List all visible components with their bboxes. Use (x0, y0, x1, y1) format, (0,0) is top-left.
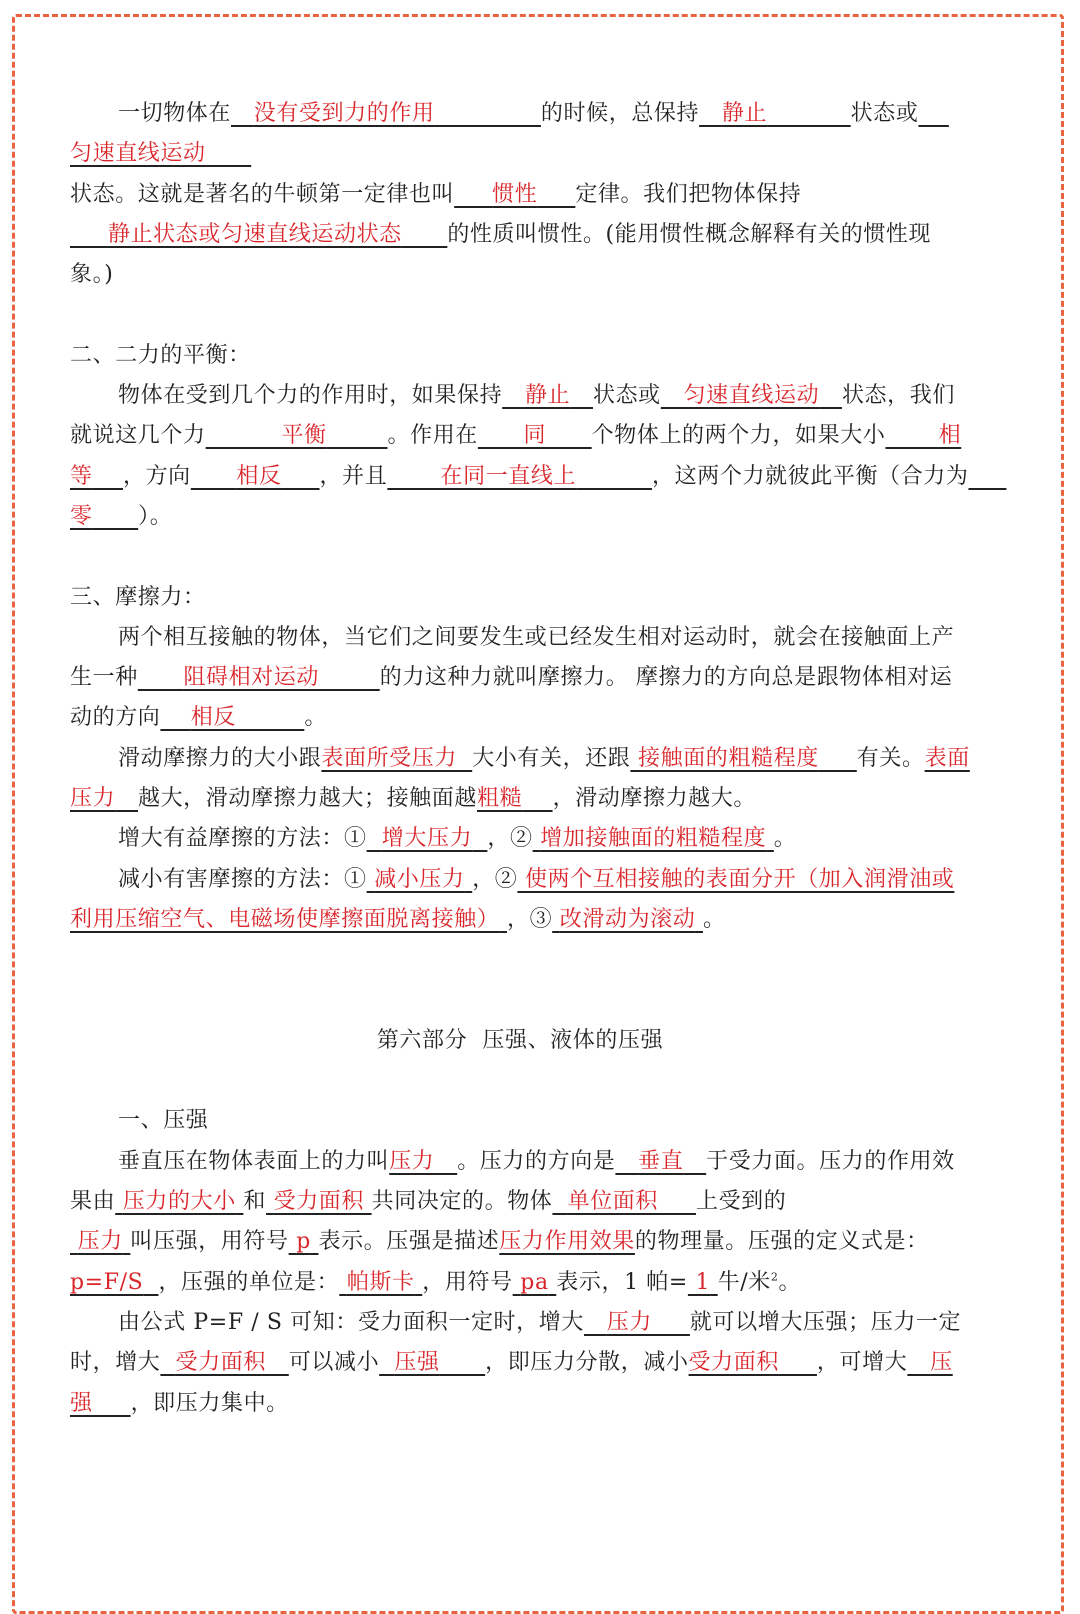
text: 状态或 (592, 383, 661, 409)
answer: 垂直 (638, 1148, 684, 1174)
text: ，用符号 (422, 1269, 513, 1295)
text: 和 (243, 1189, 267, 1215)
answer: p (296, 1229, 311, 1255)
answer: pa (520, 1269, 549, 1295)
friction-paragraph-1 (70, 618, 970, 739)
blank (70, 222, 447, 247)
answer: 平衡 (281, 423, 327, 449)
answer: 静止状态或匀速直线运动状态 (107, 221, 402, 247)
answer: 增大压力 (381, 826, 473, 852)
text: ）。 (138, 503, 173, 529)
text: 。 (304, 705, 327, 731)
answer: 静止 (524, 383, 571, 409)
text: 状态。这就是著名的牛顿第一定律也叫 (70, 181, 455, 207)
text: 垂直压在物体表面上的力叫 (118, 1148, 390, 1174)
blank (389, 1149, 457, 1174)
answer: 在同一直线上 (440, 463, 577, 489)
text: ，并且 (319, 463, 388, 489)
answer: 表面所受压力 (321, 745, 458, 771)
answer: 压力 (389, 1148, 435, 1174)
text: 。 (703, 906, 726, 932)
text: 的时候，总保持 (540, 101, 700, 126)
answer: 压强 (394, 1350, 440, 1376)
answer: 阻碍相对运动 (183, 665, 319, 691)
blank (70, 1229, 130, 1254)
blank (584, 1310, 690, 1335)
section-heading-pressure: 一、压强 (118, 1108, 209, 1134)
answer: p=F/S (70, 1269, 144, 1295)
friction-paragraph-4 (70, 860, 970, 941)
blank (533, 826, 774, 851)
section-heading-friction: 三、摩擦力： (70, 584, 206, 610)
blank (478, 423, 592, 448)
text: ，即压力集中。 (130, 1390, 289, 1416)
answer: 压力 (606, 1309, 652, 1335)
answer: 没有受到力的作用 (253, 101, 435, 126)
blank (379, 1350, 485, 1375)
text: 定律。我们把物体保持 (575, 181, 802, 207)
blank (266, 1189, 372, 1214)
blank (321, 746, 472, 771)
text: 由公式 P=F / S 可知：受力面积一定时，增大 (118, 1309, 584, 1335)
part-six-title: 第六部分 压强、液体的压强 (376, 1027, 664, 1053)
text: 物体在受到几个力的作用时，如果保持 (118, 383, 503, 409)
text: 的力这种力就叫摩擦力。 摩擦力的方向总是跟物体相对运动的方向 (70, 665, 953, 731)
blank (477, 786, 553, 811)
inertia-paragraph (70, 94, 970, 295)
answer: 受力面积 (688, 1350, 779, 1376)
friction-paragraph-2 (70, 739, 970, 820)
blank (552, 1189, 696, 1214)
text: ，③ (507, 906, 553, 932)
text: ，压强的单位是： (158, 1269, 340, 1295)
text: 共同决定的。物体 (371, 1189, 553, 1215)
text: 增大有益摩擦的方法：① (118, 826, 367, 852)
text: 。 (778, 1269, 802, 1295)
blank (630, 746, 856, 771)
blank (552, 907, 703, 932)
answer: 粗糙 (477, 786, 523, 812)
answer: 受力面积 (175, 1350, 266, 1376)
text: ，可增大 (816, 1350, 908, 1376)
text: 。作用在 (387, 423, 478, 449)
text: 的物理量。压强的定义式是： (634, 1229, 929, 1255)
answer: 单位面积 (567, 1189, 659, 1215)
pressure-paragraph-1 (70, 1142, 970, 1303)
blank (138, 665, 380, 690)
text: 可以减小 (288, 1350, 380, 1376)
text: 越大，滑动摩擦力越大；接触面越 (137, 786, 477, 812)
blank (206, 423, 388, 448)
text: 就可以增大压强；压力一定时，增大 (70, 1309, 962, 1376)
friction-paragraph-3 (70, 819, 970, 859)
answer: 压力的大小 (122, 1189, 236, 1215)
answer: 增加接触面的粗糙程度 (540, 826, 767, 852)
blank (115, 1189, 243, 1214)
section-heading-balance: 二、二力的平衡： (70, 342, 251, 368)
blank (454, 182, 575, 207)
answer: 减小压力 (374, 866, 465, 892)
pressure-paragraph-2 (70, 1303, 970, 1424)
text: 上受到的 (695, 1189, 787, 1215)
answer: 惯性 (492, 181, 538, 207)
text: 有关。 (856, 745, 925, 771)
answer: 相反 (190, 705, 236, 731)
blank (160, 705, 304, 730)
text: 状态，我们就说这几个力 (70, 383, 955, 449)
text: ，方向 (122, 463, 191, 489)
text: 两个相互接触的物体，当它们之间要发生或已经发生相对运动时，就会在接触面上产生一种 (70, 624, 955, 691)
text: 。 (773, 826, 797, 852)
blank (615, 1149, 706, 1174)
text: 表示，1 帕= (556, 1269, 688, 1295)
answer: 接触面的粗糙程度 (638, 745, 819, 771)
blank (699, 101, 851, 126)
blank (661, 383, 842, 408)
text: ，滑动摩擦力越大。 (552, 786, 756, 812)
text: 于受力面。压力的作用效果由 (70, 1148, 955, 1215)
answer: 帕斯卡 (346, 1269, 415, 1295)
blank (387, 464, 652, 489)
blank (231, 101, 541, 126)
blank (367, 826, 488, 851)
text: 的性质叫惯性。(能用惯性概念解释有关的惯性现象。) (70, 221, 932, 288)
answer: 使两个互相接触的表面分开（加入润滑油或利用压缩空气、电磁场使摩擦面脱离接触） (70, 866, 955, 932)
blank (70, 1270, 158, 1295)
answer: 相等 (70, 423, 962, 489)
blank (191, 464, 320, 489)
answer: 相反 (236, 463, 282, 489)
blank (688, 1270, 718, 1295)
text: 滑动摩擦力的大小跟 (118, 745, 322, 771)
superscript: 2 (770, 1270, 779, 1284)
document-body (70, 94, 970, 1424)
answer: 匀速直线运动 (683, 383, 820, 409)
blank (513, 1270, 557, 1295)
text: 一切物体在 (118, 101, 232, 126)
blank (160, 1350, 288, 1375)
blank (289, 1229, 319, 1254)
answer: 1 (695, 1269, 711, 1295)
text: 牛/米 (717, 1269, 771, 1295)
text: 。压力的方向是 (457, 1148, 616, 1174)
balance-paragraph (70, 376, 970, 537)
text: 状态或 (850, 101, 919, 126)
answer: 压力作用效果 (499, 1229, 635, 1255)
text: 大小有关，还跟 (472, 745, 631, 771)
blank (339, 1270, 422, 1295)
text: 个物体上的两个力，如果大小 (591, 423, 886, 449)
answer: 改滑动为滚动 (559, 906, 696, 932)
answer: 匀速直线运动 (70, 141, 206, 167)
text: 表示。压强是描述 (318, 1229, 500, 1255)
answer: 零 (70, 503, 93, 529)
text: 叫压强，用符号 (130, 1229, 289, 1255)
answer: 受力面积 (273, 1189, 365, 1215)
answer: 静止 (721, 101, 768, 126)
text: 减小有害摩擦的方法：① (118, 866, 367, 892)
text: ，即压力分散，减小 (485, 1350, 689, 1376)
answer: 压强 (70, 1350, 953, 1416)
text: ，② (487, 826, 533, 852)
text: ，② (472, 866, 518, 892)
blank (689, 1350, 817, 1375)
answer: 表面压力 (70, 745, 970, 812)
blank (502, 383, 593, 408)
text: ，这两个力就彼此平衡（合力为 (652, 463, 969, 489)
answer: 压力 (77, 1229, 123, 1255)
answer: 同 (523, 423, 547, 449)
blank (499, 1229, 635, 1254)
blank (367, 867, 473, 892)
